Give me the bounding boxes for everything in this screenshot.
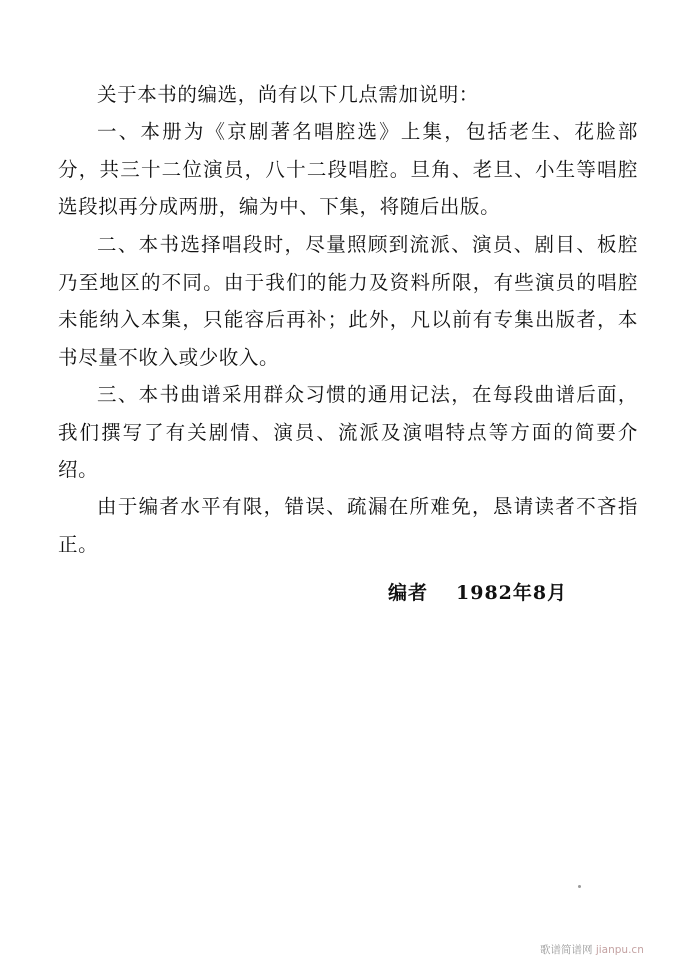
paragraph-4: 由于编者水平有限，错误、疏漏在所难免，恳请读者不吝指正。 — [58, 495, 638, 556]
scan-speck — [578, 885, 581, 888]
site-watermark — [540, 942, 644, 957]
intro-paragraph: 关于本书的编选，尚有以下几点需加说明： — [97, 83, 479, 106]
paragraph-3: 三、本书曲谱采用群众习惯的通用记法，在每段曲谱后面，我们撰写了有关剧情、演员、流派及演唱特点等方面的简要介绍。 — [58, 383, 638, 481]
signature-line — [388, 578, 567, 605]
paragraph-1: 一、本册为《京剧著名唱腔选》上集，包括老生、花脸部分，共三十二位演员，八十二段唱腔。旦角、老旦、小生等唱腔选段拟再分成两册，编为中、下集，将随后出版。 — [58, 120, 638, 218]
paragraph-2: 二、本书选择唱段时，尽量照顾到流派、演员、剧目、板腔乃至地区的不同。由于我们的能力及资料所限，有些演员的唱腔未能纳入本集，只能容后再补；此外，凡以前有专集出版者，本书尽量不收入或少收入。 — [58, 233, 638, 369]
watermark-domain: jianpu.cn — [595, 944, 644, 956]
signature-date: 1982年8月 — [456, 582, 568, 604]
watermark-site-name: 歌谱简谱网 — [540, 944, 593, 956]
editor-signature: 编者 — [388, 582, 429, 604]
